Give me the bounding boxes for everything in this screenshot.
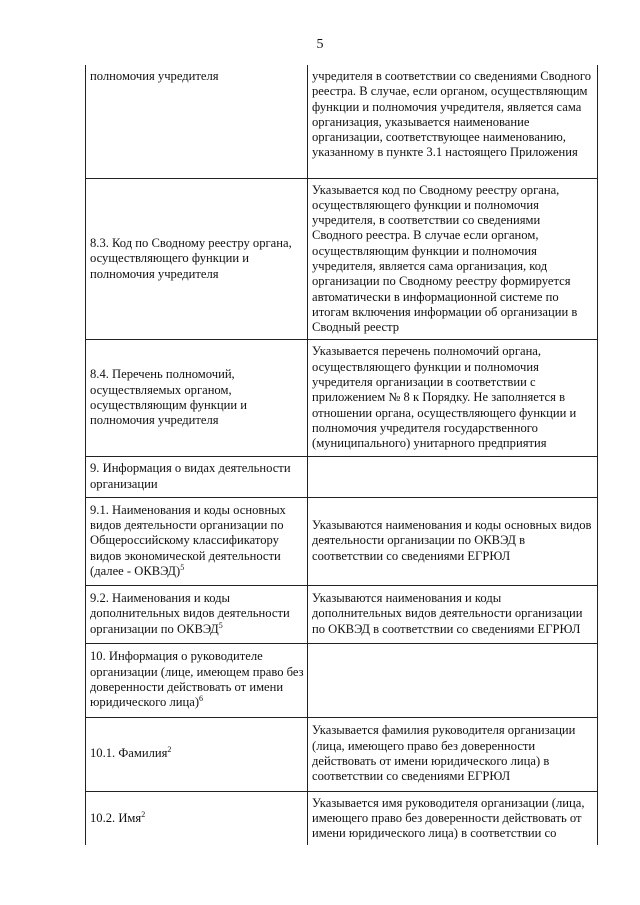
field-description-cell <box>308 65 598 178</box>
table-row <box>86 585 598 643</box>
field-description-cell <box>308 340 598 456</box>
footnote-marker: 5 <box>218 620 223 630</box>
field-name-cell <box>86 456 308 497</box>
footnote-marker: 2 <box>141 809 146 819</box>
field-description: Указывается перечень полномочий органа, осуществляющего функции и полномочия учредителя организации в соответствии с приложением № 8 к Порядку. Не заполняется в отношении органа, осуществляющего функции и полномочия учредителя государственного (муниципального) унитарного предприятия <box>312 344 577 451</box>
field-description-cell <box>308 717 598 791</box>
field-description: Указывается фамилия руководителя организации (лица, имеющего право без доверенности действовать от имени юридического лица) в соответствии со сведениями ЕГРЮЛ <box>312 723 576 784</box>
table-row <box>86 340 598 456</box>
footnote-marker: 6 <box>199 694 204 704</box>
table-row <box>86 717 598 791</box>
field-name: полномочия учредителя <box>90 69 219 83</box>
field-name-cell <box>86 643 308 717</box>
field-description-cell <box>308 178 598 340</box>
field-name: 10.2. Имя <box>90 810 142 825</box>
field-name: 10. Информация о руководителе организации (лице, имеющем право без доверенности действовать от имени юридического лица) <box>90 649 304 710</box>
field-name-cell <box>86 585 308 643</box>
field-name: 9.1. Наименования и коды основных видов деятельности организации по Общероссийскому классификатору видов экономической деятельности (далее - ОКВЭД) <box>90 502 286 578</box>
field-name-cell <box>86 65 308 178</box>
field-description: Указываются наименования и коды основных видов деятельности организации по ОКВЭД в соответствии со сведениями ЕГРЮЛ <box>312 518 592 563</box>
requirements-table <box>85 65 598 845</box>
table-row <box>86 791 598 845</box>
footnote-marker: 5 <box>180 562 185 572</box>
field-name-cell <box>86 717 308 791</box>
field-description-cell <box>308 791 598 845</box>
table-row <box>86 456 598 497</box>
field-name-cell <box>86 178 308 340</box>
field-description: Указывается имя руководителя организации (лица, имеющего право без доверенности действовать от имени юридического лица) в соответствии со <box>312 795 585 841</box>
field-name: 8.3. Код по Сводному реестру органа, осуществляющего функции и полномочия учредителя <box>90 236 292 281</box>
field-description-cell <box>308 497 598 585</box>
field-description-cell <box>308 585 598 643</box>
field-name: 9. Информация о видах деятельности организации <box>90 461 291 491</box>
field-name: 8.4. Перечень полномочий, осуществляемых органом, осуществляющим функции и полномочия учредителя <box>90 367 247 428</box>
table-row <box>86 497 598 585</box>
field-description-cell <box>308 643 598 717</box>
field-description: учредителя в соответствии со сведениями Сводного реестра. В случае, если органом, осуществляющим функции и полномочия учредителя, является сама организация, указывается наименование организации, соответствующее наименованию, указанному в пункте 3.1 настоящего Приложения <box>312 69 592 160</box>
field-name: 10.1. Фамилия <box>90 746 168 761</box>
field-description: Указываются наименования и коды дополнительных видов деятельности организации по ОКВЭД в соответствии со сведениями ЕГРЮЛ <box>312 591 583 636</box>
field-name-cell <box>86 791 308 845</box>
field-name-cell <box>86 497 308 585</box>
table-row <box>86 178 598 340</box>
table-row <box>86 65 598 178</box>
table-row <box>86 643 598 717</box>
page-number: 5 <box>316 37 324 52</box>
field-description-cell <box>308 456 598 497</box>
footnote-marker: 2 <box>167 745 172 755</box>
field-description: Указывается код по Сводному реестру органа, осуществляющего функции и полномочия учредителя, в соответствии со сведениями Сводного реестра. В случае если органом, осуществляющим функции и полномочия учредителя, является сама организация, код организации по Сводному реестру формируется автоматически в информационной системе по итогам включения информации об организации в Сводный реестр <box>312 182 578 335</box>
field-name: 9.2. Наименования и коды дополнительных видов деятельности организации по ОКВЭД <box>90 591 290 636</box>
field-name-cell <box>86 340 308 456</box>
